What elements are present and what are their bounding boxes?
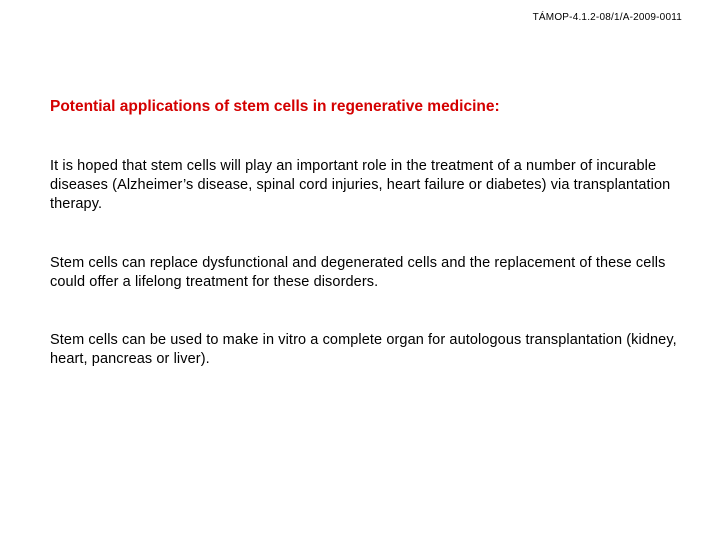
slide-title: Potential applications of stem cells in regenerative medicine: (50, 98, 500, 115)
project-code: TÁMOP-4.1.2-08/1/A-2009-0011 (532, 12, 682, 23)
paragraph-cell-replacement: Stem cells can replace dysfunctional and degenerated cells and the replacement of these cells could offer a lifelong treatment for these disorders. (50, 255, 666, 290)
paragraph-transplantation-therapy: It is hoped that stem cells will play an important role in the treatment of a number of incurable diseases (Alzheimer’s disease, spinal cord injuries, heart failure or diabetes) via transplantation therapy. (50, 158, 671, 212)
paragraph-organ-generation: Stem cells can be used to make in vitro a complete organ for autologous transplantation (kidney, heart, pancreas or liver). (50, 332, 677, 367)
